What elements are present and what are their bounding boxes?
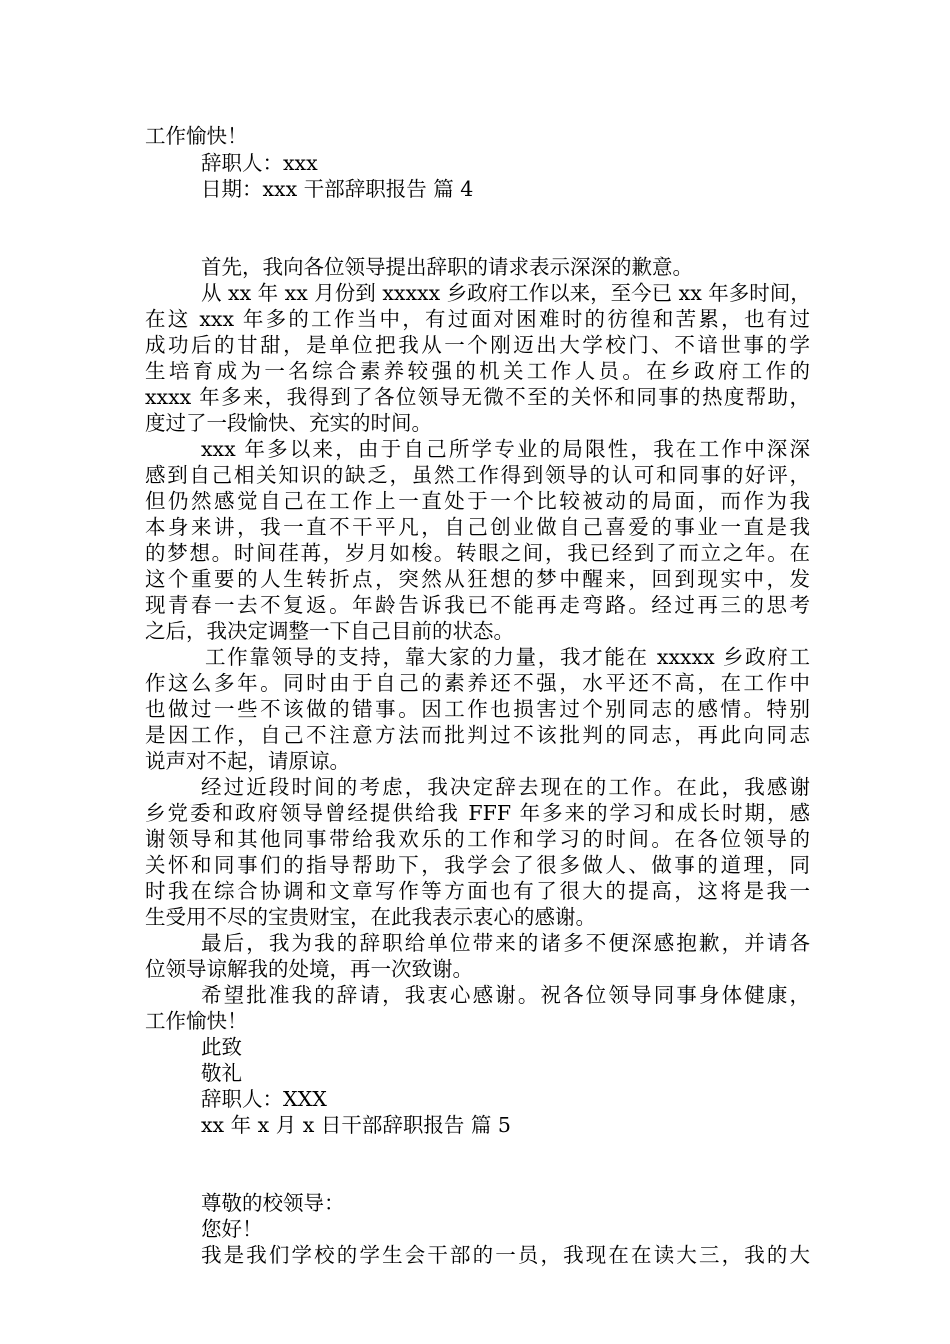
- paragraph-line: 时我在综合协调和文章写作等方面也有了很大的提高，这将是我一: [145, 879, 810, 903]
- signature-line: 辞职人：XXX: [201, 1087, 327, 1111]
- paragraph-line: xxx 年多以来，由于自己所学专业的局限性，我在工作中深深: [201, 437, 810, 461]
- paragraph-line: 关怀和同事们的指导帮助下，我学会了很多做人、做事的道理，同: [145, 853, 810, 877]
- paragraph-line: 成功后的甘甜，是单位把我从一个刚迈出大学校门、不谙世事的学: [145, 333, 810, 357]
- paragraph-line: 生培育成为一名综合素养较强的机关工作人员。在乡政府工作的: [145, 359, 810, 383]
- paragraph-line: 我是我们学校的学生会干部的一员，我现在在读大三，我的大: [201, 1243, 810, 1267]
- paragraph-line: 最后，我为我的辞职给单位带来的诸多不便深感抱歉，并请各: [201, 931, 810, 955]
- paragraph-line: 首先，我向各位领导提出辞职的请求表示深深的歉意。: [201, 255, 693, 279]
- paragraph-line: 从 xx 年 xx 月份到 xxxxx 乡政府工作以来，至今已 xx 年多时间，: [201, 281, 811, 305]
- paragraph-line: 之后，我决定调整一下自己目前的状态。: [145, 619, 514, 643]
- paragraph-line: 乡党委和政府领导曾经提供给我 FFF 年多来的学习和成长时期，感: [145, 801, 810, 825]
- paragraph-line: 作这么多年。同时由于自己的素养还不强，水平还不高，在工作中: [145, 671, 810, 695]
- closing-line: 工作愉快！: [145, 1009, 248, 1033]
- paragraph-line: 位领导谅解我的处境，再一次致谢。: [145, 957, 473, 981]
- paragraph-line: 生受用不尽的宝贵财宝，在此我表示衷心的感谢。: [145, 905, 596, 929]
- signature-line: 辞职人：xxx: [201, 151, 318, 175]
- closing-line: 工作愉快！: [145, 124, 248, 148]
- paragraph-line: 感到自己相关知识的缺乏，虽然工作得到领导的认可和同事的好评，: [145, 463, 810, 487]
- paragraph-line: 在这 xxx 年多的工作当中，有过面对困难时的彷徨和苦累，也有过: [145, 307, 810, 331]
- paragraph-line: 现青春一去不复返。年龄告诉我已不能再走弯路。经过再三的思考: [145, 593, 810, 617]
- paragraph-line: 这个重要的人生转折点，突然从狂想的梦中醒来，回到现实中，发: [145, 567, 810, 591]
- paragraph-line: 也做过一些不该做的错事。因工作也损害过个别同志的感情。特别: [145, 697, 810, 721]
- greeting-line: 尊敬的校领导：: [201, 1191, 345, 1215]
- paragraph-line: 度过了一段愉快、充实的时间。: [145, 411, 432, 435]
- salutation-line: 敬礼: [201, 1061, 242, 1085]
- paragraph-line: 希望批准我的辞请，我衷心感谢。祝各位领导同事身体健康，: [201, 983, 810, 1007]
- paragraph-line: 但仍然感觉自己在工作上一直处于一个比较被动的局面，而作为我: [145, 489, 810, 513]
- date-heading-line: xx 年 x 月 x 日干部辞职报告 篇 5: [201, 1113, 511, 1137]
- paragraph-line: 工作靠领导的支持，靠大家的力量，我才能在 xxxxx 乡政府工: [205, 645, 810, 669]
- salutation-line: 此致: [201, 1035, 242, 1059]
- date-heading-line: 日期：xxx 干部辞职报告 篇 4: [201, 177, 474, 201]
- paragraph-line: 是因工作，自己不注意方法而批判过不该批判的同志，再此向同志: [145, 723, 810, 747]
- greeting-line: 您好！: [201, 1217, 263, 1241]
- paragraph-line: 的梦想。时间荏苒，岁月如梭。转眼之间，我已经到了而立之年。在: [145, 541, 810, 565]
- paragraph-line: 本身来讲，我一直不干平凡，自己创业做自己喜爱的事业一直是我: [145, 515, 810, 539]
- paragraph-line: 说声对不起，请原谅。: [145, 749, 350, 773]
- paragraph-line: 经过近段时间的考虑，我决定辞去现在的工作。在此，我感谢: [201, 775, 810, 799]
- paragraph-line: 谢领导和其他同事带给我欢乐的工作和学习的时间。在各位领导的: [145, 827, 810, 851]
- paragraph-line: xxxx 年多来，我得到了各位领导无微不至的关怀和同事的热度帮助，: [145, 385, 810, 409]
